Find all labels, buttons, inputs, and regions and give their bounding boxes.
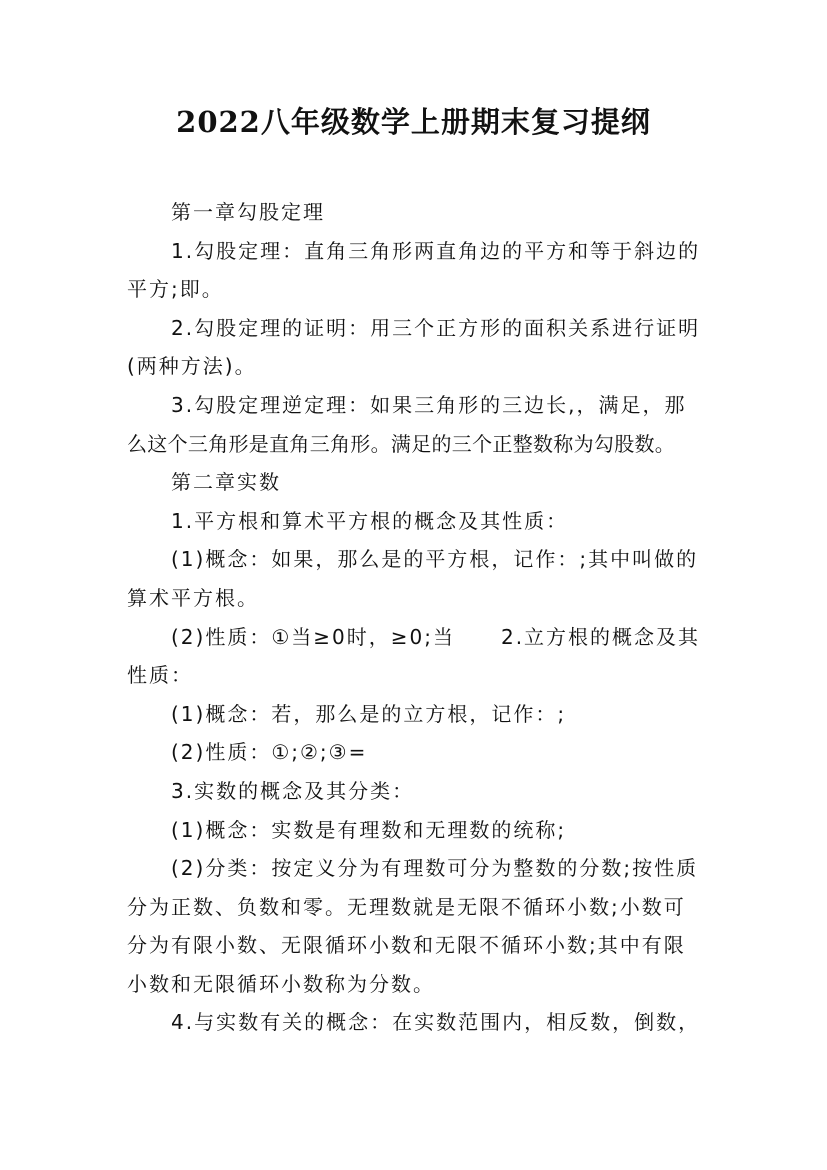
paragraph-line: (2)分类：按定义分为有理数可分为整数的分数;按性质 [171, 856, 699, 881]
paragraph-line: 平方;即。 [127, 277, 224, 302]
paragraph-line: 分为正数、负数和零。无理数就是无限不循环小数;小数可 [127, 894, 686, 919]
paragraph-line: (1)概念：实数是有理数和无理数的统称; [171, 817, 567, 842]
paragraph-segment: (2)性质：①当≥0时，≥0;当 [171, 624, 455, 649]
paragraph-line: 么这个三角形是直角三角形。满足的三个正整数称为勾股数。 [127, 431, 676, 456]
chapter-heading: 第一章勾股定理 [171, 200, 325, 224]
paragraph-line: 算术平方根。 [127, 585, 259, 610]
paragraph-line: 3.实数的概念及其分类： [171, 778, 415, 803]
paragraph-line: 2.勾股定理的证明：用三个正方形的面积关系进行证明 [171, 315, 701, 340]
paragraph-line: 性质： [127, 663, 193, 688]
paragraph-line: (两种方法)。 [127, 354, 257, 379]
document-body [127, 193, 705, 1042]
paragraph-line: 3.勾股定理逆定理：如果三角形的三边长,，满足，那 [171, 392, 687, 417]
paragraph-line: 小数和无限循环小数称为分数。 [127, 971, 435, 996]
paragraph-segment: 2.立方根的概念及其 [500, 624, 701, 649]
paragraph-line [127, 618, 705, 657]
paragraph-line: 1.平方根和算术平方根的概念及其性质： [171, 508, 569, 533]
paragraph-line: 1.勾股定理：直角三角形两直角边的平方和等于斜边的 [171, 238, 701, 263]
paragraph-line: (2)性质：①;②;③= [171, 740, 368, 765]
chapter-heading: 第二章实数 [171, 470, 281, 495]
page-title: 2022八年级数学上册期末复习提纲 [176, 105, 651, 139]
paragraph-line: (1)概念：如果，那么是的平方根，记作：;其中叫做的 [171, 547, 699, 572]
paragraph-line: 分为有限小数、无限循环小数和无限不循环小数;其中有限 [127, 933, 686, 958]
paragraph-line: (1)概念：若，那么是的立方根，记作：; [171, 701, 567, 726]
paragraph-line: 4.与实数有关的概念：在实数范围内，相反数，倒数， [171, 1010, 701, 1035]
